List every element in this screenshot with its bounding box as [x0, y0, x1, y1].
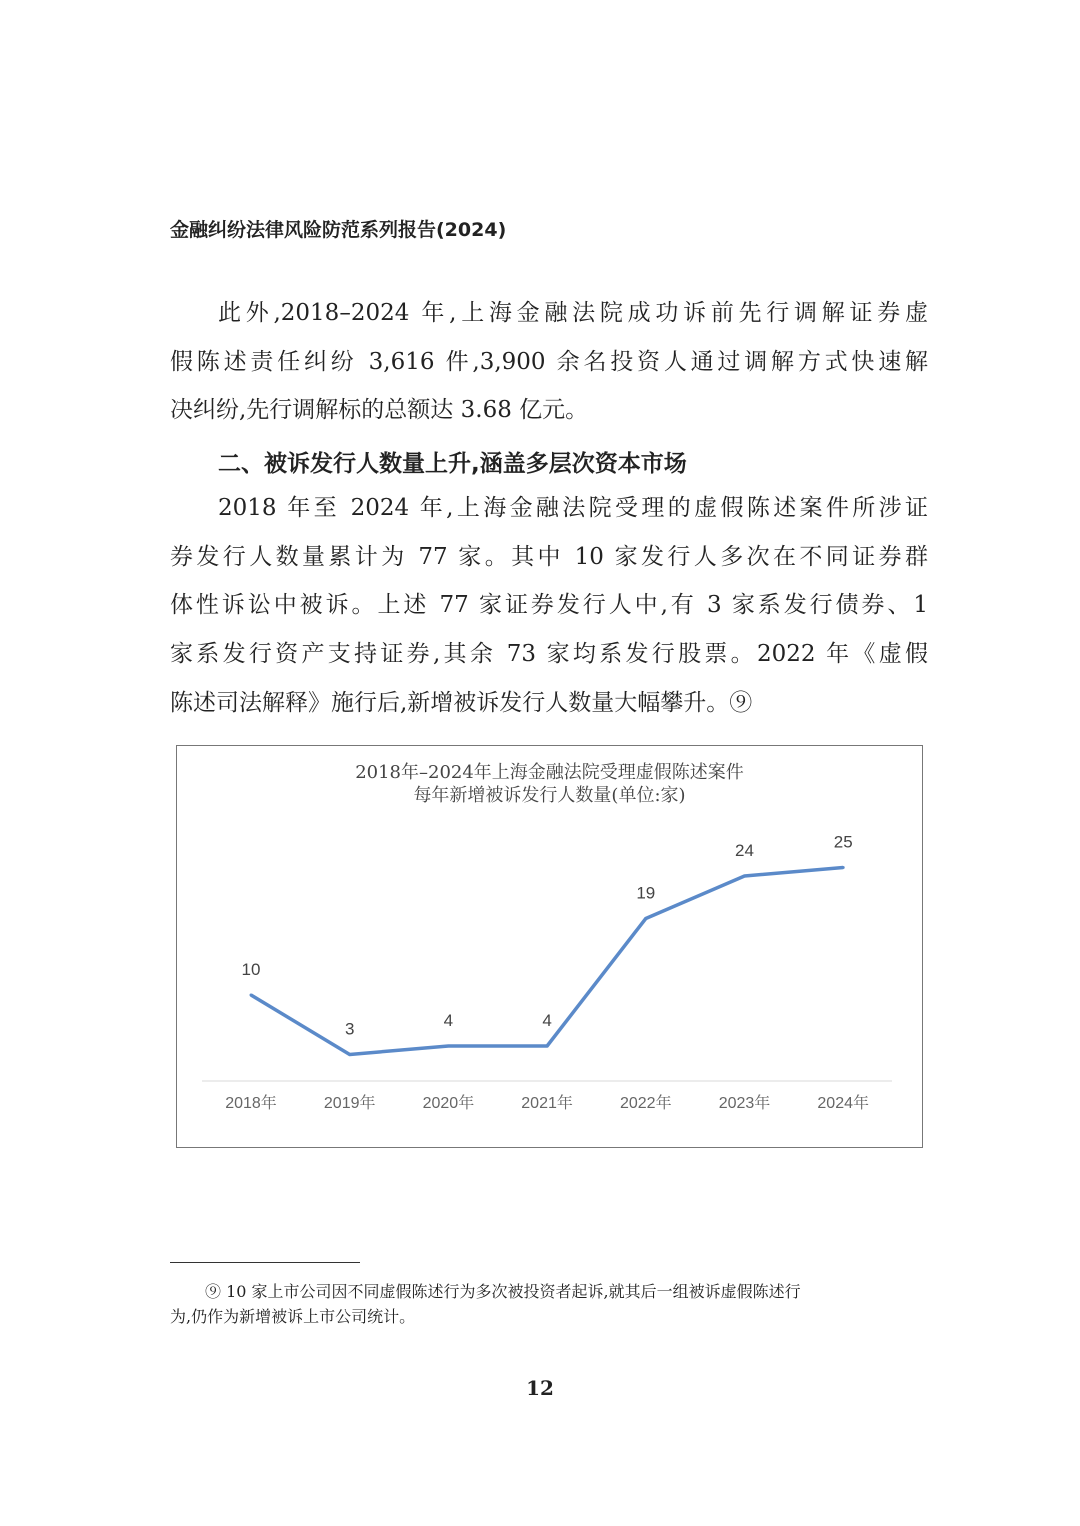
paragraph-line: 假陈述责任纠纷 3,616 件,3,900 余名投资人通过调解方式快速解	[170, 349, 928, 375]
chart-subtitle: 每年新增被诉发行人数量(单位:家)	[413, 785, 686, 806]
paragraph-line: 券发行人数量累计为 77 家。其中 10 家发行人多次在不同证券群	[170, 544, 928, 570]
data-label: 24	[735, 841, 754, 860]
data-label: 10	[241, 960, 261, 979]
footnote-divider	[170, 1262, 360, 1263]
data-label: 4	[443, 1011, 454, 1030]
x-tick-label: 2018年	[225, 1095, 277, 1112]
page-number: 12	[526, 1376, 554, 1400]
x-tick-label: 2020年	[422, 1095, 475, 1112]
line-chart	[176, 745, 923, 1148]
chart-plot	[177, 746, 922, 1147]
data-label: 4	[542, 1011, 552, 1030]
footnote-line: ⑨ 10 家上市公司因不同虚假陈述行为多次被投资者起诉,就其后一组被诉虚假陈述行	[205, 1282, 801, 1301]
data-point	[644, 917, 647, 920]
data-label: 19	[636, 883, 656, 903]
data-point	[250, 994, 253, 997]
data-label: 25	[833, 832, 853, 852]
x-tick-label: 2022年	[619, 1095, 672, 1112]
footnote-line: 为,仍作为新增被诉上市公司统计。	[170, 1307, 416, 1326]
paragraph-line: 体性诉讼中被诉。上述 77 家证券发行人中,有 3 家系发行债券、1	[170, 592, 928, 618]
x-tick-label: 2019年	[323, 1095, 376, 1112]
data-label: 3	[344, 1019, 355, 1039]
paragraph-line: 决纠纷,先行调解标的总额达 3.68 亿元。	[170, 397, 589, 423]
paragraph-line: 2018 年至 2024 年,上海金融法院受理的虚假陈述案件所涉证	[218, 495, 928, 521]
data-point	[348, 1053, 351, 1056]
data-point	[546, 1045, 549, 1048]
data-point	[842, 866, 845, 869]
data-point	[447, 1045, 450, 1048]
paragraph-line: 此外,2018–2024 年,上海金融法院成功诉前先行调解证券虚	[218, 300, 928, 326]
section-heading: 二、被诉发行人数量上升,涵盖多层次资本市场	[218, 451, 687, 477]
x-tick-label: 2021年	[521, 1095, 573, 1112]
data-point	[743, 875, 746, 878]
chart-title: 2018年–2024年上海金融法院受理虚假陈述案件	[355, 762, 744, 783]
x-tick-label: 2024年	[817, 1095, 870, 1112]
x-tick-label: 2023年	[718, 1095, 771, 1112]
paragraph-line: 家系发行资产支持证券,其余 73 家均系发行股票。2022 年《虚假	[170, 641, 928, 667]
paragraph-line: 陈述司法解释》施行后,新增被诉发行人数量大幅攀升。⑨	[170, 690, 753, 716]
running-header: 金融纠纷法律风险防范系列报告(2024)	[170, 219, 507, 241]
